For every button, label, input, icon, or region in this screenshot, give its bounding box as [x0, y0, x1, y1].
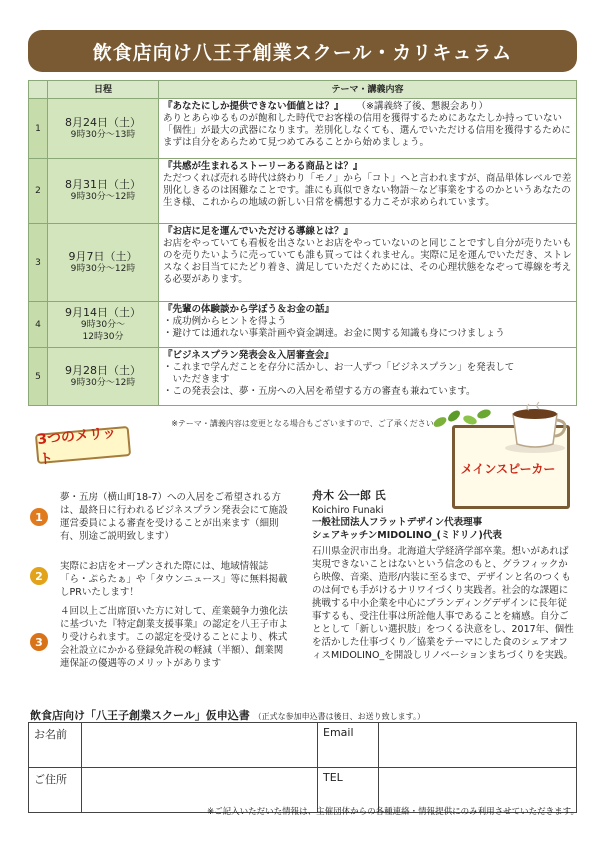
- row-number: 4: [29, 302, 48, 348]
- header-theme: テーマ・講義内容: [159, 81, 577, 99]
- table-row: [29, 159, 577, 224]
- session-title: 『あなたにしか提供できない価値とは？』: [163, 101, 344, 112]
- session-bullet: ・避けては通れない事業計画や資金調達。お金に関する知識も身につけましょう: [163, 328, 505, 339]
- session-bullet: ・この発表会は、夢・五房への入居を希望する方の審査も兼ねています。: [163, 386, 476, 397]
- speaker-role-2: シェアキッチンMIDOLINO_(ミドリノ)代表: [312, 530, 502, 541]
- row-number: 1: [29, 99, 48, 159]
- page-title-banner: [28, 30, 577, 72]
- row-number: 5: [29, 348, 48, 406]
- name-input[interactable]: [82, 723, 318, 768]
- merit-number-3: 3: [30, 633, 48, 651]
- session-date: 8月31日（土）: [65, 178, 141, 191]
- merit-number-2: 2: [30, 567, 48, 585]
- row-date: [48, 99, 159, 159]
- curriculum-header-row: [29, 81, 577, 99]
- address-label: ご住所: [29, 768, 82, 813]
- row-date: [48, 159, 159, 224]
- name-label: お名前: [29, 723, 82, 768]
- session-tag: （※講義終了後、懇親会あり）: [356, 101, 489, 112]
- coffee-cup-icon: [503, 400, 573, 454]
- session-time: 9時30分～13時: [70, 129, 136, 140]
- merit-text-2: 実際にお店をオープンされた際には、地域情報誌「ら・ぷらたぁ」や「タウンニュース」等に無料掲載しPRいたします！: [60, 561, 288, 598]
- row-number: 3: [29, 224, 48, 302]
- session-time-end: 12時30分: [82, 331, 124, 342]
- row-content: [159, 224, 577, 302]
- row-date: [48, 224, 159, 302]
- leaf-shape: [432, 415, 448, 429]
- curriculum-note: ※テーマ・講義内容は変更となる場合もございますので、ご了承ください: [171, 419, 434, 428]
- row-content: [159, 99, 577, 159]
- leaf-shape: [446, 408, 462, 423]
- form-title-note: （正式な参加申込書は後日、お送り致します。）: [253, 712, 425, 721]
- header-date: 日程: [48, 81, 159, 99]
- session-title: 『先輩の体験談から学ぼう＆お金の話』: [163, 304, 335, 315]
- row-content: [159, 348, 577, 406]
- privacy-footnote: ※ご記入いただいた情報は、主催団体からの各種連絡・情報提供にのみ利用させていただきます。: [207, 807, 579, 817]
- speaker-name: 舟木 公一郎 氏: [312, 489, 386, 502]
- table-row: [29, 348, 577, 406]
- speaker-bio: 石川県金沢市出身。北海道大学経済学部卒業。想いがあれば実現できないことはないという信念のもと、グラフィックから映像、音楽、造形/内装に至るまで、デザインと名のつくものは何でも手がけるナリワイづくり実践者。社会的な課題に挑戦する中小企業を中心にブランディングデザインに長年従事するも、受注仕事は所詮他人事であることを痛感。自分ごととして「新しい選択肢」をつくる決意をし、2017年、個性を活かした仕事づくり／協業をテーマにした食のシェアオフィスMIDOLINO_を開設しリノベーションまちづくりを実践。: [312, 546, 574, 661]
- row-number: 2: [29, 159, 48, 224]
- session-time: 9時30分～12時: [70, 192, 136, 202]
- merit-text-3: ４回以上ご出席頂いた方に対して、産業競争力強化法に基づいた『特定創業支援事業』の認定を八王子市より受けられます。この認定を受けることにより、株式会社設立にかかる登録免許税の軽減（半額）、創業関連保証の優遇等のメリットがあります: [60, 606, 289, 669]
- session-time: 9時30分～12時: [70, 377, 136, 388]
- session-bullet: いただきます: [163, 374, 230, 385]
- session-title: 『ビジネスプラン発表会＆入居審査会』: [163, 350, 334, 361]
- session-time: 9時30分～12時: [70, 263, 136, 274]
- merit-tag-label: 3つのメリット: [36, 425, 117, 468]
- form-title: [30, 707, 425, 723]
- page-title: 飲食店向け八王子創業スクール・カリキュラム: [92, 41, 513, 64]
- speaker-label: メインスピーカー: [460, 462, 556, 476]
- session-title: 『お店に足を運んでいただける導線とは？』: [163, 226, 354, 237]
- row-content: [159, 159, 577, 224]
- session-bullet: ・成功例からヒントを得よう: [163, 316, 287, 327]
- session-date: 9月28日（土）: [65, 363, 141, 377]
- row-date: [48, 302, 159, 348]
- table-row: [29, 99, 577, 159]
- row-date: [48, 348, 159, 406]
- form-row: [29, 723, 577, 768]
- application-form: [28, 722, 577, 813]
- session-bullet: ・これまで学んだことを存分に活かし、お一人ずつ「ビジネスプラン」を発表して: [163, 362, 515, 373]
- row-content: [159, 302, 577, 348]
- merit-tag: [35, 425, 131, 468]
- merit-number-1: 1: [30, 508, 48, 526]
- email-input[interactable]: [379, 723, 577, 768]
- curriculum-table: [28, 80, 577, 406]
- leaf-shape: [476, 408, 492, 420]
- session-body: ありとあらゆるものが飽和した時代でお客様の信用を獲得するためにあなたしか持っていない「個性」が最大の武器になります。差別化しなくても、選んでいただける信用を獲得するためにまずは自分をあらためて見つめてみることから始めましょう。: [163, 113, 571, 148]
- speaker-romaji: Koichiro Funaki: [312, 505, 384, 516]
- table-row: [29, 302, 577, 348]
- session-body: ただつくれば売れる時代は終わり「モノ」から「コト」へと言われますが、商品単体レベルで差別化しきるのは困難なことです。誰にも真似できない物語～など事業をするのかというあなたの生き様、これからの地域の新しい日常を構想する力こそが求められています。: [163, 173, 572, 208]
- session-date: 9月14日（土）: [65, 305, 141, 319]
- table-row: [29, 224, 577, 302]
- header-num: [29, 81, 48, 99]
- merit-text-1: 夢・五房（横山町18-7）への入居をご希望される方は、最終日に行われるビジネスプラン発表会にて施設運営委員による審査を受けることが出来ます（細則有、別途ご説明致します）: [60, 492, 288, 542]
- session-date: 9月7日（土）: [68, 249, 138, 263]
- tel-label: TEL: [318, 768, 379, 813]
- session-time: 9時30分～: [80, 319, 126, 330]
- session-title: 『共感が生まれるストーリーある商品とは？』: [163, 161, 363, 172]
- speaker-role-1: 一般社団法人フラットデザイン代表理事: [312, 517, 483, 528]
- email-label: Email: [318, 723, 379, 768]
- session-date: 8月24日（土）: [65, 115, 141, 129]
- session-body: お店をやっていても看板を出さないとお店をやっていないのと同じことですし自分が売りたいものを売りたいように売っていても誰も買ってはくれません。実際に足を運んでいただき、ストレスなくお目当てにたどり着き、満足していただくためには、その心理状態をなぞって導線を考える必要があります。: [163, 238, 572, 285]
- form-title-text: 飲食店向け「八王子創業スクール」仮申込書: [30, 709, 250, 722]
